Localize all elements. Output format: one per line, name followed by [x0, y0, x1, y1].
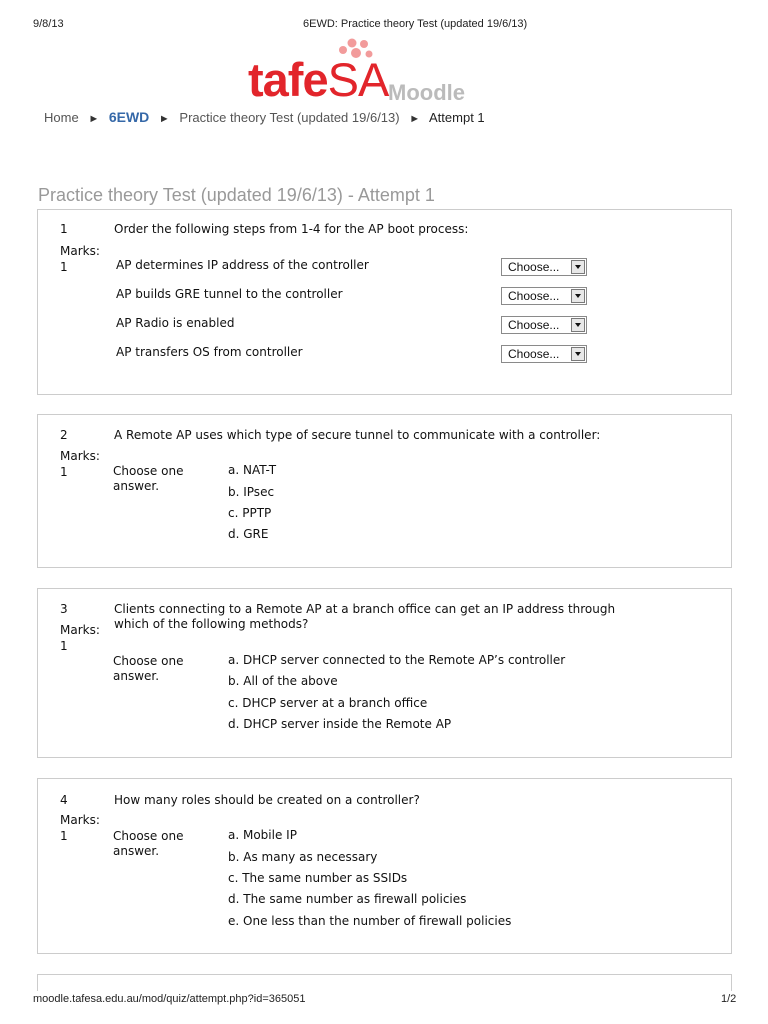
answer-option[interactable]: c. DHCP server at a branch office — [228, 696, 428, 710]
order-select[interactable] — [501, 287, 587, 305]
marks-value: 1 — [60, 829, 68, 843]
chevron-down-icon[interactable] — [571, 347, 585, 361]
answer-option[interactable]: a. DHCP server connected to the Remote AP’s controller — [228, 653, 566, 667]
breadcrumb-separator-icon: ► — [409, 113, 421, 125]
answer-option[interactable]: b. As many as necessary — [228, 850, 378, 864]
question-number: 1 — [60, 222, 68, 236]
breadcrumb-separator-icon: ► — [158, 113, 170, 125]
question-4 — [37, 778, 732, 954]
logo-wordmark — [248, 53, 389, 106]
select-value: Choose... — [508, 347, 560, 361]
answer-option[interactable]: c. The same number as SSIDs — [228, 871, 408, 885]
answer-option[interactable]: b. All of the above — [228, 674, 338, 688]
question-number: 4 — [60, 793, 68, 807]
marks-label: Marks: — [60, 449, 100, 463]
match-item: AP determines IP address of the controller — [116, 258, 369, 272]
marks-label: Marks: — [60, 813, 100, 827]
logo-moodle: Moodle — [388, 80, 465, 105]
logo-tafe: tafe — [248, 53, 328, 106]
question-1 — [37, 209, 732, 395]
chevron-down-icon[interactable] — [571, 318, 585, 332]
breadcrumb — [44, 109, 485, 125]
select-value: Choose... — [508, 260, 560, 274]
answer-option[interactable]: c. PPTP — [228, 506, 272, 520]
answer-option[interactable]: d. GRE — [228, 527, 269, 541]
marks-value: 1 — [60, 639, 68, 653]
question-text: Order the following steps from 1-4 for the AP boot process: — [114, 222, 469, 236]
choose-one-answer: Choose one answer. — [113, 654, 184, 683]
tafesa-moodle-logo[interactable] — [248, 38, 488, 108]
question-text-line: Clients connecting to a Remote AP at a branch office can get an IP address through — [114, 602, 616, 616]
breadcrumb-attempt: Attempt 1 — [429, 110, 485, 125]
choose-one-answer: Choose one answer. — [113, 464, 184, 493]
answer-option[interactable]: a. NAT-T — [228, 463, 277, 477]
select-value: Choose... — [508, 289, 560, 303]
match-item: AP Radio is enabled — [116, 316, 235, 330]
question-2 — [37, 414, 732, 568]
marks-label: Marks: — [60, 244, 100, 258]
order-select[interactable] — [501, 316, 587, 334]
chevron-down-icon[interactable] — [571, 260, 585, 274]
marks-value: 1 — [60, 260, 68, 274]
answer-option[interactable]: d. The same number as firewall policies — [228, 892, 467, 906]
marks-value: 1 — [60, 465, 68, 479]
select-value: Choose... — [508, 318, 560, 332]
print-url: moodle.tafesa.edu.au/mod/quiz/attempt.php?id=365051 — [33, 993, 306, 1005]
answer-option[interactable]: b. IPsec — [228, 485, 275, 499]
print-date: 9/8/13 — [33, 18, 64, 30]
question-number: 3 — [60, 602, 68, 616]
print-title: 6EWD: Practice theory Test (updated 19/6/13) — [303, 18, 528, 30]
match-item: AP builds GRE tunnel to the controller — [116, 287, 343, 301]
logo-sa: SA — [327, 53, 389, 106]
question-text: A Remote AP uses which type of secure tunnel to communicate with a controller: — [114, 428, 601, 442]
print-page-number: 1/2 — [721, 993, 737, 1005]
answer-option[interactable]: e. One less than the number of firewall policies — [228, 914, 512, 928]
question-text-line: which of the following methods? — [114, 617, 309, 631]
breadcrumb-quiz[interactable]: Practice theory Test (updated 19/6/13) — [179, 110, 400, 125]
breadcrumb-separator-icon: ► — [88, 113, 100, 125]
choose-one-answer: Choose one answer. — [113, 829, 184, 858]
answer-option[interactable]: a. Mobile IP — [228, 828, 297, 842]
question-text: How many roles should be created on a controller? — [114, 793, 420, 807]
question-number: 2 — [60, 428, 68, 442]
marks-label: Marks: — [60, 623, 100, 637]
answer-option[interactable]: d. DHCP server inside the Remote AP — [228, 717, 452, 731]
order-select[interactable] — [501, 345, 587, 363]
match-item: AP transfers OS from controller — [116, 345, 303, 359]
breadcrumb-course[interactable]: 6EWD — [108, 109, 150, 125]
order-select[interactable] — [501, 258, 587, 276]
chevron-down-icon[interactable] — [571, 289, 585, 303]
breadcrumb-home[interactable]: Home — [44, 110, 79, 125]
question-5-partial — [37, 974, 732, 991]
question-3 — [37, 588, 732, 758]
page-title: Practice theory Test (updated 19/6/13) - Attempt 1 — [38, 185, 435, 205]
